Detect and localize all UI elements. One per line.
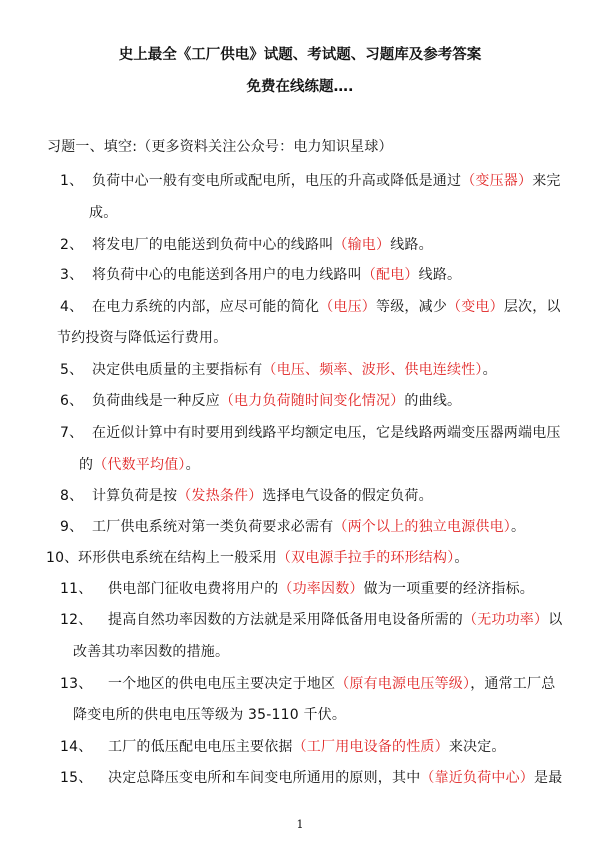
question-text: 将负荷中心的电能送到各用户的电力线路叫: [92, 267, 362, 283]
question-text: 工厂的低压配电电压主要依据: [108, 739, 293, 755]
answer-text: （代数平均值）: [93, 457, 186, 473]
page-number: 1: [296, 818, 304, 831]
question-item-continuation: [57, 327, 227, 347]
question-text: 的: [79, 457, 94, 473]
question-text: 选择电气设备的假定负荷。: [262, 488, 433, 504]
answer-text: （发热条件）: [177, 488, 263, 504]
question-text: 。: [185, 457, 200, 473]
question-text: 环形供电系统在结构上一般采用: [78, 550, 277, 566]
question-number: 11、: [60, 581, 93, 597]
question-text: 供电部门征收电费将用户的: [108, 581, 279, 597]
document-subtitle: 免费在线练题….: [246, 79, 354, 95]
question-text: 在近似计算中有时要用到线路平均额定电压，它是线路两端变压器两端电压: [92, 425, 561, 441]
question-text: 一个地区的供电电压主要决定于地区: [108, 676, 336, 692]
question-item: [60, 359, 497, 379]
question-text: 。: [482, 362, 497, 378]
question-number: 2、: [60, 237, 84, 253]
section-heading: 习题一、填空:（更多资料关注公众号：电力知识星球）: [47, 139, 393, 155]
question-item-continuation: [89, 202, 117, 222]
question-text: 。: [511, 519, 526, 535]
question-item: [60, 296, 561, 316]
question-text: 成。: [89, 205, 118, 221]
question-text: 来完: [532, 173, 561, 189]
question-text: 决定供电质量的主要指标有: [92, 362, 263, 378]
question-text: 是最: [534, 770, 563, 786]
question-item-continuation: [73, 704, 346, 724]
question-text: 来决定。: [448, 739, 506, 755]
answer-text: （工厂用电设备的性质）: [292, 739, 449, 755]
question-item-continuation: [79, 454, 200, 474]
answer-text: （两个以上的独立电源供电）: [333, 519, 512, 535]
question-item: [60, 516, 525, 536]
question-number: 3、: [60, 267, 84, 283]
question-item: [60, 170, 561, 190]
question-text: 降变电所的供电电压等级为 35-110 千伏。: [73, 707, 347, 723]
answer-text: （原有电源电压等级）: [335, 676, 471, 692]
question-text: 计算负荷是按: [92, 488, 178, 504]
question-number: 7、: [60, 425, 84, 441]
question-number: 6、: [60, 393, 84, 409]
question-item: [60, 485, 433, 505]
question-item: [46, 547, 469, 567]
question-item: [60, 234, 433, 254]
question-text: 的曲线。: [404, 393, 462, 409]
answer-text: （电压、频率、波形、供电连续性）: [262, 362, 483, 378]
question-number: 9、: [60, 519, 84, 535]
question-text: 线路。: [390, 237, 433, 253]
question-item: [60, 673, 555, 693]
question-text: 负荷曲线是一种反应: [92, 393, 220, 409]
question-number: 12、: [60, 612, 93, 628]
answer-text: （变压器）: [461, 173, 533, 189]
question-number: 1、: [60, 173, 84, 189]
question-item: [60, 578, 534, 598]
answer-text: （输电）: [333, 237, 391, 253]
question-text: ，通常工厂总: [470, 676, 556, 692]
answer-text: （电压）: [319, 299, 377, 315]
question-text: 在电力系统的内部，应尽可能的简化: [92, 299, 320, 315]
question-item-continuation: [73, 641, 229, 661]
question-item: [60, 767, 562, 787]
answer-text: （功率因数）: [278, 581, 364, 597]
answer-text: （无功功率）: [463, 612, 549, 628]
question-text: 做为一项重要的经济指标。: [363, 581, 535, 597]
question-item: [60, 422, 561, 442]
question-text: 等级，减少: [376, 299, 448, 315]
answer-text: （配电）: [361, 267, 419, 283]
answer-text: （靠近负荷中心）: [420, 770, 535, 786]
question-number: 14、: [60, 739, 93, 755]
question-text: 决定总降压变电所和车间变电所通用的原则，其中: [108, 770, 421, 786]
question-text: 以: [548, 612, 563, 628]
question-number: 4、: [60, 299, 84, 315]
question-number: 15、: [60, 770, 93, 786]
question-text: 负荷中心一般有变电所或配电所，电压的升高或降低是通过: [92, 173, 462, 189]
question-item: [60, 390, 461, 410]
question-number: 8、: [60, 488, 84, 504]
question-number: 13、: [60, 676, 93, 692]
question-text: 。: [454, 550, 469, 566]
question-item: [60, 264, 461, 284]
question-number: 10、: [46, 550, 79, 566]
question-item: [60, 736, 506, 756]
question-text: 提高自然功率因数的方法就是采用降低备用电设备所需的: [108, 612, 463, 628]
answer-text: （变电）: [447, 299, 504, 315]
question-text: 将发电厂的电能送到负荷中心的线路叫: [92, 237, 334, 253]
answer-text: （双电源手拉手的环形结构）: [276, 550, 455, 566]
question-text: 节约投资与降低运行费用。: [57, 330, 228, 346]
document-title: 史上最全《工厂供电》试题、考试题、习题库及参考答案: [118, 47, 482, 63]
question-item: [60, 609, 562, 629]
question-text: 改善其功率因数的措施。: [73, 644, 230, 660]
question-text: 层次，以: [503, 299, 561, 315]
question-text: 工厂供电系统对第一类负荷要求必需有: [92, 519, 334, 535]
answer-text: （电力负荷随时间变化情况）: [219, 393, 405, 409]
question-number: 5、: [60, 362, 84, 378]
question-text: 线路。: [418, 267, 462, 283]
